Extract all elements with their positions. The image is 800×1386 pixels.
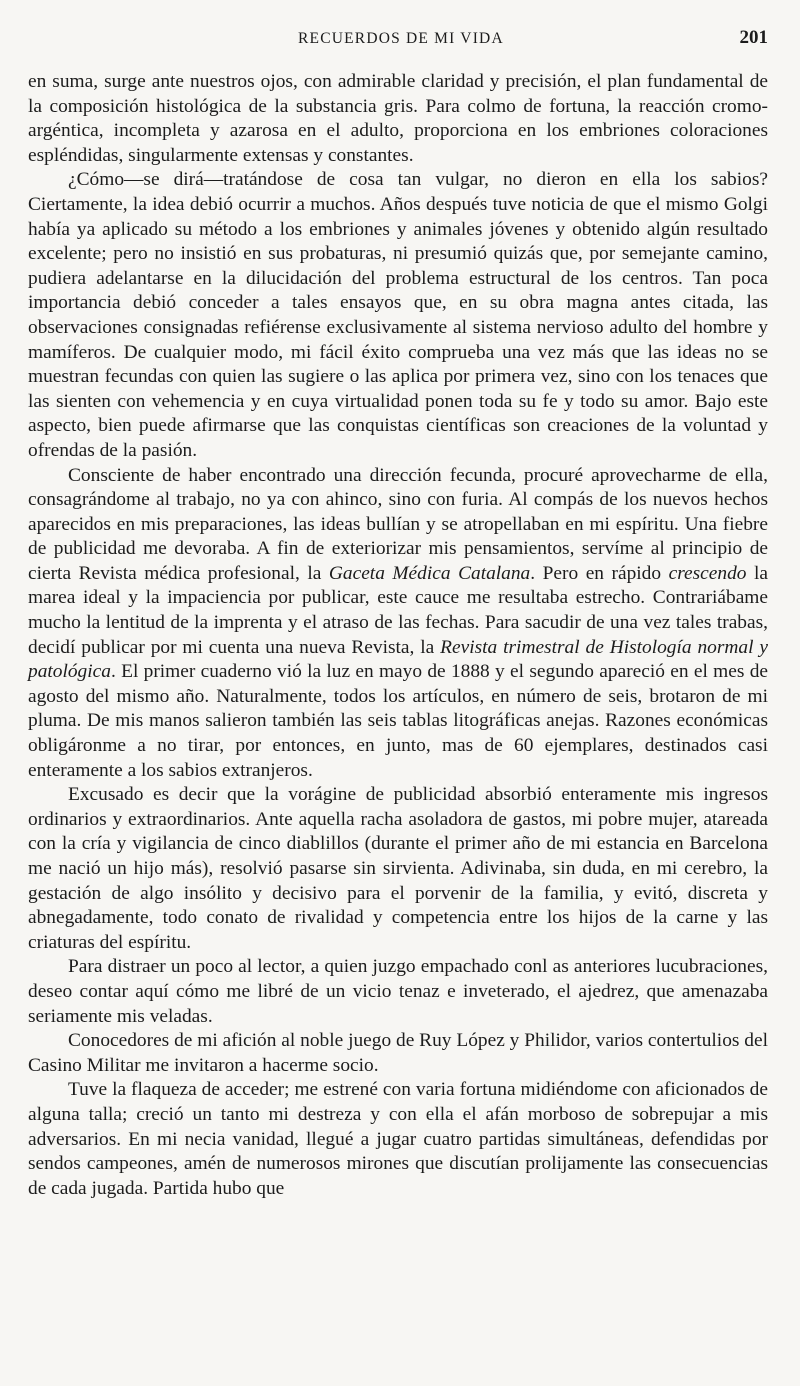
page-header	[28, 27, 768, 56]
text-segment: la marea ideal y la impaciencia por publicar, este cauce me resultaba estrecho. Contrariábame mucho la lentitud de la imprenta y el atraso de las fechas. Para sacudir de una vez tales trabas, decidí publicar por mi cuenta una nueva Revista, la	[28, 562, 769, 658]
book-page	[28, 0, 768, 1386]
italic-title: Gaceta Médica Catalana	[328, 562, 531, 584]
italic-title: Revista trimestral de Histología normal y patológica	[28, 636, 768, 683]
text-segment: . El primer cuaderno vió la luz en mayo de 1888 y el segundo apareció en el mes de agosto del mismo año. Naturalmente, todos los artículos, en número de seis, brotaron de mi pluma. De mis manos salieron también las seis tablas litográficas anejas. Razones económicas obligáronme a no tirar, por entonces, en junto, mas de 60 ejemplares, destinados casi enteramente a los sabios extranjeros.	[28, 661, 768, 781]
paragraph	[28, 955, 768, 1029]
running-title: RECUERDOS DE MI VIDA	[298, 30, 504, 47]
paragraph	[28, 1078, 768, 1201]
text-segment: . Pero en rápido	[530, 562, 669, 584]
text-segment: Consciente de haber encontrado una dirección fecunda, procuré aprovecharme de ella, consagrándome al trabajo, no ya con ahinco, sino con furia. Al compás de los nuevos hechos aparecidos en mis preparaciones, las ideas bullían y se atropellaban en mi espíritu. Una fiebre de publicidad me devoraba. A fin de exteriorizar mis pensamientos, servíme al principio de cierta Revista médica profesional, la	[28, 464, 768, 584]
page-number: 201	[739, 27, 768, 48]
paragraph	[28, 783, 768, 955]
paragraph	[28, 1029, 768, 1078]
paragraph	[28, 464, 768, 784]
body-text	[28, 70, 768, 1201]
text-segment: Conocedores de mi afición al noble juego de Ruy López y Philidor, varios contertulios del Casino Militar me invitaron a hacerme socio.	[28, 1030, 768, 1076]
paragraph	[28, 70, 768, 168]
paragraph	[28, 168, 768, 463]
text-segment: Excusado es decir que la vorágine de publicidad absorbió enteramente mis ingresos ordinarios y extraordinarios. Ante aquella racha asoladora de gastos, mi pobre mujer, atareada con la cría y vigilancia de cinco diablillos (durante el primer año de mi estancia en Barcelona me nació un hijo más), resolvió pasarse sin sirvienta. Adivinaba, sin duda, en mi cerebro, la gestación de algo insólito y decisivo para el porvenir de la familia, y evitó, discreta y abnegadamente, todo conato de rivalidad y competencia entre los hijos de la carne y las criaturas del espíritu.	[28, 784, 768, 953]
text-segment: en suma, surge ante nuestros ojos, con admirable claridad y precisión, el plan fundamental de la composición histológica de la substancia gris. Para colmo de fortuna, la reacción cromo-argéntica, incompleta y azarosa en el adulto, proporciona en los embriones coloraciones espléndidas, singularmente extensas y constantes.	[28, 71, 768, 166]
text-segment: Tuve la flaqueza de acceder; me estrené con varia fortuna midiéndome con aficionados de alguna talla; creció un tanto mi destreza y con ella el afán morboso de sobrepujar a mis adversarios. En mi necia vanidad, llegué a jugar cuatro partidas simultáneas, defendidas por sendos campeones, amén de numerosos mirones que discutían prolijamente las consecuencias de cada jugada. Partida hubo que	[28, 1079, 768, 1199]
text-segment: Para distraer un poco al lector, a quien juzgo empachado conl as anteriores lucubraciones, deseo contar aquí cómo me libré de un vicio tenaz e inveterado, el ajedrez, que amenazaba seriamente mis veladas.	[28, 956, 768, 1027]
text-segment: ¿Cómo—se dirá—tratándose de cosa tan vulgar, no dieron en ella los sabios? Ciertamente, la idea debió ocurrir a muchos. Años después tuve noticia de que el mismo Golgi había ya aplicado su método a los embriones y animales jóvenes y obtenido algún resultado excelente; pero no insistió en sus probaturas, ni presumió quizás que, por semejante camino, pudiera adelantarse en la dilucidación del problema estructural de los centros. Tan poca importancia debió conceder a tales ensayos que, en su obra magna antes citada, las observaciones consignadas refiérense exclusivamente al sistema nervioso adulto del hombre y mamíferos. De cualquier modo, mi fácil éxito comprueba una vez más que las ideas no se muestran fecundas con quien las sugiere o las aplica por primera vez, sino con los tenaces que las sienten con vehemencia y en cuya virtualidad ponen toda su fe y todo su amor. Bajo este aspecto, bien puede afirmarse que las conquistas científicas son creaciones de la voluntad y ofrendas de la pasión.	[28, 169, 768, 461]
italic-title: crescendo	[668, 562, 747, 584]
